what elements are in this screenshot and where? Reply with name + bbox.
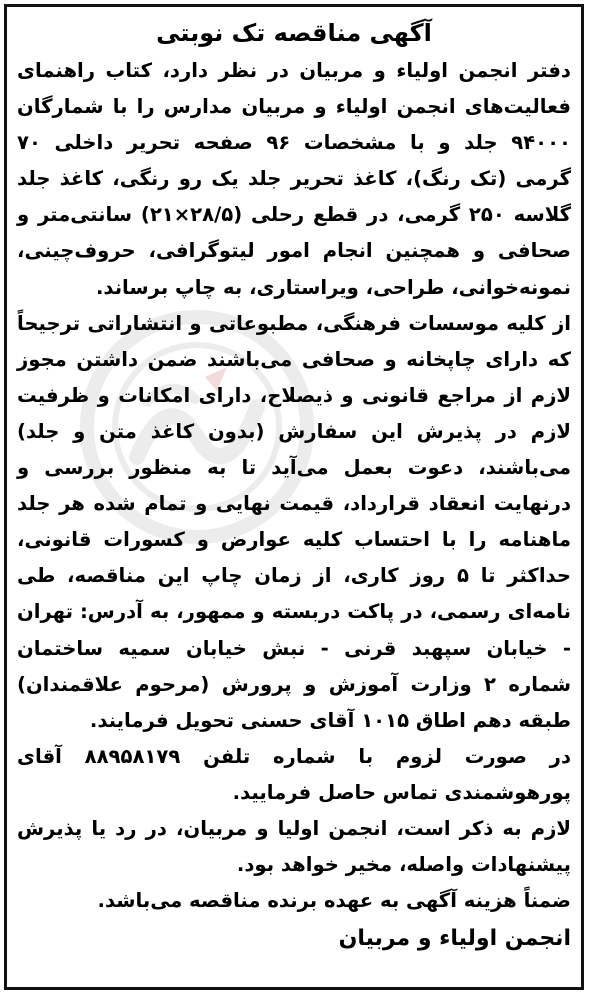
notice-paragraph-rights: لازم به ذکر است، انجمن اولیا و مربیان، در رد یا پذیرش پیشنهادات واصله، مخیر خواهد بود. [17, 816, 571, 877]
notice-title: آگهی مناقصه تک نوبتی [156, 19, 432, 47]
notice-paragraph-invitation: از کلیه موسسات فرهنگی، مطبوعاتی و انتشاراتی ترجیحاً که دارای چاپخانه و صحافی می‌باشند ضمن داشتن مجوز لازم از مراجع قانونی و ذیصلاح، دارای امکانات و ظرفیت لازم در پذیرش این سفارش (بدون کاغذ متن و جلد) می‌باشند، دعوت بعمل می‌آید تا به منظور بررسی و درنهایت انعقاد قرارداد، قیمت نهایی و تمام شده هر جلد ماهنامه را با احتساب کلیه عوارض و کسورات قانونی، حداکثر تا ۵ روز کاری، از زمان چاپ این مناقصه، طی نامه‌ای رسمی، در پاکت دربسته و ممهور، به آدرس: تهران - خیابان سپهبد قرنی - نبش خیابان سمیه ساختمان شماره ۲ وزارت آموزش و پرورش (مرحوم علاقمندان) طبقه دهم اطاق ۱۰۱۵ آقای حسنی تحویل فرمایند. [17, 311, 571, 732]
notice-paragraph-intro: دفتر انجمن اولیاء و مربیان در نظر دارد، کتاب راهنمای فعالیت‌های انجمن اولیاء و مربیان مدارس را با شمارگان ۹۴۰۰۰ جلد و با مشخصات ۹۶ صفحه تحریر داخلی ۷۰ گرمی (تک رنگ)، کاغذ تحریر جلد یک رو رنگی، کاغذ جلد گلاسه ۲۵۰ گرمی، در قطع رحلی (۲۸/۵×۲۱) سانتی‌متر و صحافی و همچنین انجام امور لیتوگرافی، حروف‌چینی، نمونه‌خوانی، طراحی، ویراستاری، به چاپ برساند. [17, 59, 571, 299]
notice-body [17, 13, 571, 981]
notice-frame [4, 4, 584, 990]
notice-signature: انجمن اولیاء و مربیان [338, 926, 571, 952]
notice-paragraph-contact: در صورت لزوم با شماره تلفن ۸۸۹۵۸۱۷۹ آقای پورهوشمندی تماس حاصل فرمایید. [17, 744, 571, 804]
notice-paragraph-cost: ضمناً هزینه آگهی به عهده برنده مناقصه می‌باشد. [97, 889, 571, 913]
